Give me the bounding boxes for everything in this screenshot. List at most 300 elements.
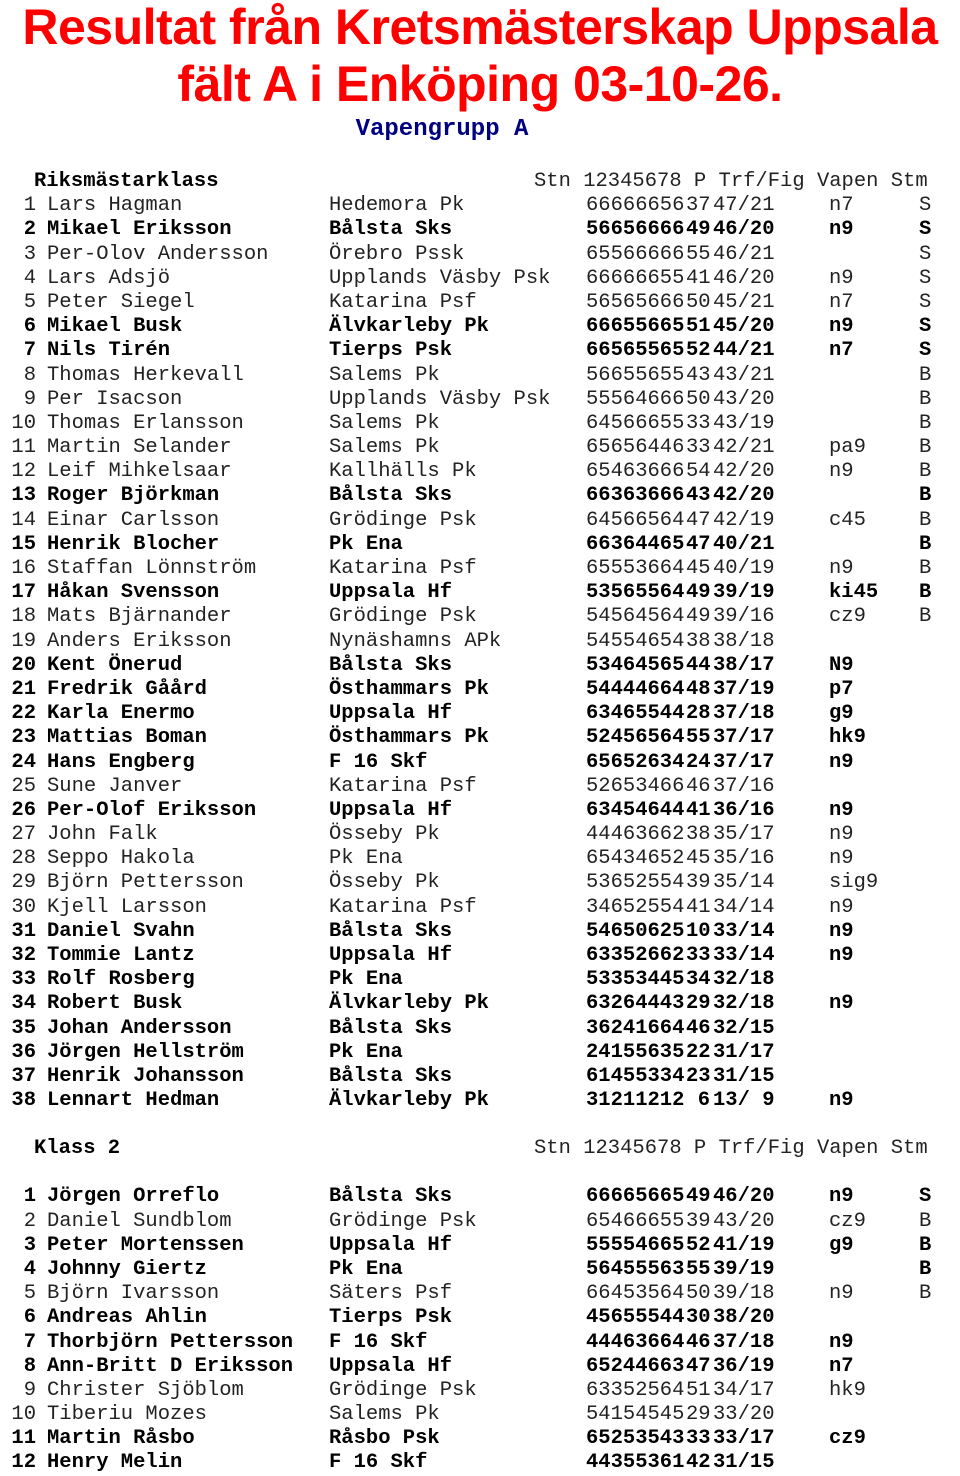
class-name: Klass 2 xyxy=(34,1137,121,1160)
weapon: g9 xyxy=(829,1233,854,1257)
hits-figures: 39/18 xyxy=(713,1282,775,1306)
points: 41 xyxy=(686,798,711,822)
points: 34 xyxy=(686,968,711,992)
rank: 20 xyxy=(11,653,36,677)
weapon: n7 xyxy=(829,1354,854,1378)
rank: 31 xyxy=(11,919,36,943)
shooter-name: Roger Björkman xyxy=(47,484,220,508)
rank: 17 xyxy=(11,581,36,605)
points: 49 xyxy=(686,605,711,629)
rank: 29 xyxy=(11,871,36,895)
club-name: Uppsala Hf xyxy=(329,1354,453,1378)
station-scores: 65553664 xyxy=(586,557,685,580)
station-scores: 54650625 xyxy=(586,919,685,943)
rank: 3 xyxy=(23,1233,36,1257)
station-scores: 63465544 xyxy=(586,702,685,726)
station-scores: 61455334 xyxy=(586,1064,685,1088)
badge: S xyxy=(919,194,932,218)
club-name: Bålsta Sks xyxy=(329,1185,453,1209)
station-scores: 31211212 xyxy=(586,1089,685,1113)
table-row xyxy=(0,726,960,750)
table-row xyxy=(0,557,960,581)
rank: 10 xyxy=(11,1403,36,1427)
hits-figures: 39/19 xyxy=(713,581,775,605)
badge: B xyxy=(919,411,932,435)
shooter-name: Nils Tirén xyxy=(47,339,171,363)
station-scores: 65244663 xyxy=(586,1354,685,1378)
hits-figures: 46/20 xyxy=(713,218,775,242)
points: 23 xyxy=(686,1064,711,1088)
station-scores: 66666656 xyxy=(586,194,685,218)
points: 42 xyxy=(686,1451,711,1475)
shooter-name: Staffan Lönnström xyxy=(47,557,257,580)
table-row xyxy=(0,1379,960,1403)
points: 47 xyxy=(686,508,711,532)
hits-figures: 40/19 xyxy=(713,557,775,580)
table-row xyxy=(0,1355,960,1379)
badge: B xyxy=(919,1257,932,1281)
points: 47 xyxy=(686,1354,711,1378)
weapon: n9 xyxy=(829,992,854,1016)
table-row xyxy=(0,1427,960,1451)
station-scores: 53565564 xyxy=(586,581,685,605)
table-row xyxy=(0,388,960,412)
club-name: Össeby Pk xyxy=(329,871,440,895)
weapon: n9 xyxy=(829,823,854,847)
shooter-name: Jörgen Orreflo xyxy=(47,1185,220,1209)
points: 38 xyxy=(686,629,711,653)
weapon: cz9 xyxy=(829,605,866,629)
weapon: n9 xyxy=(829,1185,854,1209)
station-scores: 65434652 xyxy=(586,847,685,871)
shooter-name: Håkan Svensson xyxy=(47,581,220,605)
table-row xyxy=(0,968,960,992)
station-scores: 44463662 xyxy=(586,823,685,847)
table-row xyxy=(0,751,960,775)
badge: S xyxy=(919,266,932,290)
club-name: Nynäshamns APk xyxy=(329,629,502,653)
shooter-name: Mats Bjärnander xyxy=(47,605,232,629)
weapon: n9 xyxy=(829,218,854,242)
shooter-name: Johan Andersson xyxy=(47,1016,232,1040)
station-scores: 66453564 xyxy=(586,1282,685,1306)
points: 54 xyxy=(686,460,711,484)
station-scores: 56565666 xyxy=(586,290,685,314)
table-row xyxy=(0,896,960,920)
badge: S xyxy=(919,218,932,242)
weapon: n9 xyxy=(829,895,854,919)
shooter-name: Björn Ivarsson xyxy=(47,1282,220,1306)
hits-figures: 37/18 xyxy=(713,702,775,726)
points: 49 xyxy=(686,218,711,242)
table-row xyxy=(0,1041,960,1065)
hits-figures: 37/18 xyxy=(713,1330,775,1354)
table-row xyxy=(0,1258,960,1282)
points: 55 xyxy=(686,1257,711,1281)
weapon: n9 xyxy=(829,266,854,290)
points: 47 xyxy=(686,532,711,556)
station-scores: 66363666 xyxy=(586,484,685,508)
table-row xyxy=(0,823,960,847)
shooter-name: Daniel Sundblom xyxy=(47,1209,232,1233)
class-header xyxy=(0,170,960,194)
badge: S xyxy=(919,339,932,363)
rank: 14 xyxy=(11,508,36,532)
club-name: Östhammars Pk xyxy=(329,677,489,701)
shooter-name: Andreas Ahlin xyxy=(47,1306,207,1330)
badge: B xyxy=(919,1282,932,1306)
shooter-name: Jörgen Hellström xyxy=(47,1040,244,1064)
weapon: sig9 xyxy=(829,871,879,895)
points: 45 xyxy=(686,557,711,580)
weapon: n9 xyxy=(829,460,854,484)
table-row xyxy=(0,460,960,484)
table-row xyxy=(0,920,960,944)
shooter-name: Thorbjörn Pettersson xyxy=(47,1330,294,1354)
badge: B xyxy=(919,581,932,605)
weapon: cz9 xyxy=(829,1427,866,1451)
table-row xyxy=(0,194,960,218)
table-row xyxy=(0,412,960,436)
club-name: Hedemora Pk xyxy=(329,194,465,218)
hits-figures: 34/14 xyxy=(713,895,775,919)
points: 48 xyxy=(686,677,711,701)
points: 29 xyxy=(686,992,711,1016)
points: 41 xyxy=(686,895,711,919)
rank: 24 xyxy=(11,750,36,774)
club-name: Grödinge Psk xyxy=(329,1209,477,1233)
page-title-line1: Resultat från Kretsmästerskap Uppsala xyxy=(22,0,938,55)
badge: S xyxy=(919,1185,932,1209)
club-name: F 16 Skf xyxy=(329,1451,428,1475)
weapon: p7 xyxy=(829,677,854,701)
station-scores: 52456564 xyxy=(586,726,685,750)
club-name: Pk Ena xyxy=(329,847,403,871)
club-name: Katarina Psf xyxy=(329,557,477,580)
station-scores: 66565565 xyxy=(586,339,685,363)
rank: 11 xyxy=(11,436,36,460)
points: 55 xyxy=(686,242,711,266)
badge: B xyxy=(919,1233,932,1257)
badge: B xyxy=(919,1209,932,1233)
club-name: Örebro Pssk xyxy=(329,242,465,266)
table-row xyxy=(0,944,960,968)
station-scores: 63352662 xyxy=(586,944,685,967)
club-name: Katarina Psf xyxy=(329,774,477,798)
shooter-name: Seppo Hakola xyxy=(47,847,195,871)
shooter-name: Thomas Erlansson xyxy=(47,411,244,435)
club-name: Bålsta Sks xyxy=(329,653,453,677)
station-scores: 63264443 xyxy=(586,992,685,1016)
rank: 6 xyxy=(23,1306,36,1330)
weapon-group-heading: Vapengrupp A xyxy=(355,116,529,143)
badge: S xyxy=(919,242,932,266)
table-row xyxy=(0,1451,960,1475)
points: 29 xyxy=(686,1403,711,1427)
station-scores: 54554654 xyxy=(586,629,685,653)
station-scores: 55554665 xyxy=(586,1233,685,1257)
weapon: n7 xyxy=(829,339,854,363)
rank: 6 xyxy=(23,315,36,339)
table-row xyxy=(0,654,960,678)
table-row xyxy=(0,267,960,291)
rank: 2 xyxy=(23,1209,36,1233)
rank: 8 xyxy=(23,363,36,387)
shooter-name: Peter Siegel xyxy=(47,290,195,314)
weapon: n9 xyxy=(829,315,854,339)
station-scores: 65463666 xyxy=(586,460,685,484)
points: 33 xyxy=(686,436,711,460)
weapon: n9 xyxy=(829,919,854,943)
points: 44 xyxy=(686,653,711,677)
table-row xyxy=(0,775,960,799)
hits-figures: 32/18 xyxy=(713,968,775,992)
weapon: n9 xyxy=(829,1282,854,1306)
rank: 7 xyxy=(23,339,36,363)
weapon: ki45 xyxy=(829,581,879,605)
station-scores: 66655665 xyxy=(586,315,685,339)
rank: 5 xyxy=(23,290,36,314)
club-name: Uppsala Hf xyxy=(329,944,453,967)
hits-figures: 33/20 xyxy=(713,1403,775,1427)
hits-figures: 32/18 xyxy=(713,992,775,1016)
shooter-name: Mattias Boman xyxy=(47,726,207,750)
weapon: c45 xyxy=(829,508,866,532)
shooter-name: Peter Mortenssen xyxy=(47,1233,244,1257)
club-name: Bålsta Sks xyxy=(329,484,453,508)
rank: 23 xyxy=(11,726,36,750)
shooter-name: Per-Olof Eriksson xyxy=(47,798,257,822)
hits-figures: 37/16 xyxy=(713,774,775,798)
weapon: n9 xyxy=(829,944,854,967)
shooter-name: Karla Enermo xyxy=(47,702,195,726)
shooter-name: Kent Önerud xyxy=(47,653,183,677)
table-row xyxy=(0,847,960,871)
weapon: n9 xyxy=(829,1089,854,1113)
shooter-name: Thomas Herkevall xyxy=(47,363,244,387)
points: 37 xyxy=(686,194,711,218)
hits-figures: 46/21 xyxy=(713,242,775,266)
hits-figures: 45/21 xyxy=(713,290,775,314)
shooter-name: Martin Råsbo xyxy=(47,1427,195,1451)
hits-figures: 42/20 xyxy=(713,460,775,484)
hits-figures: 13/ 9 xyxy=(713,1089,775,1113)
points: 33 xyxy=(686,411,711,435)
hits-figures: 33/14 xyxy=(713,919,775,943)
hits-figures: 37/17 xyxy=(713,726,775,750)
hits-figures: 42/21 xyxy=(713,436,775,460)
station-scores: 53353445 xyxy=(586,968,685,992)
club-name: Pk Ena xyxy=(329,1257,403,1281)
weapon: g9 xyxy=(829,702,854,726)
badge: B xyxy=(919,508,932,532)
hits-figures: 40/21 xyxy=(713,532,775,556)
hits-figures: 32/15 xyxy=(713,1016,775,1040)
shooter-name: Per Isacson xyxy=(47,387,183,411)
weapon: n9 xyxy=(829,750,854,774)
shooter-name: Henrik Johansson xyxy=(47,1064,244,1088)
rank: 34 xyxy=(11,992,36,1016)
rank: 33 xyxy=(11,968,36,992)
rank: 28 xyxy=(11,847,36,871)
rank: 22 xyxy=(11,702,36,726)
rank: 19 xyxy=(11,629,36,653)
table-row xyxy=(0,1234,960,1258)
shooter-name: Lennart Hedman xyxy=(47,1089,220,1113)
shooter-name: Rolf Rosberg xyxy=(47,968,195,992)
points: 49 xyxy=(686,1185,711,1209)
table-row xyxy=(0,484,960,508)
club-name: Uppsala Hf xyxy=(329,702,453,726)
hits-figures: 38/18 xyxy=(713,629,775,653)
hits-figures: 34/17 xyxy=(713,1378,775,1402)
rank: 27 xyxy=(11,823,36,847)
weapon: n7 xyxy=(829,290,854,314)
rank: 21 xyxy=(11,677,36,701)
rank: 4 xyxy=(23,266,36,290)
rank: 1 xyxy=(23,1185,36,1209)
station-scores: 56655655 xyxy=(586,363,685,387)
badge: B xyxy=(919,363,932,387)
station-scores: 44463664 xyxy=(586,1330,685,1354)
points: 22 xyxy=(686,1040,711,1064)
badge: S xyxy=(919,315,932,339)
weapon: N9 xyxy=(829,653,854,677)
rank: 4 xyxy=(23,1257,36,1281)
points: 55 xyxy=(686,726,711,750)
points: 33 xyxy=(686,1427,711,1451)
table-row xyxy=(0,630,960,654)
class-name: Riksmästarklass xyxy=(34,170,219,193)
club-name: Össeby Pk xyxy=(329,823,440,847)
points: 51 xyxy=(686,1378,711,1402)
station-scores: 54154545 xyxy=(586,1403,685,1427)
table-row xyxy=(0,581,960,605)
station-scores: 34652554 xyxy=(586,895,685,919)
club-name: Uppsala Hf xyxy=(329,1233,453,1257)
club-name: Bålsta Sks xyxy=(329,1064,453,1088)
shooter-name: Mikael Busk xyxy=(47,315,183,339)
points: 50 xyxy=(686,290,711,314)
points: 28 xyxy=(686,702,711,726)
rank: 30 xyxy=(11,895,36,919)
shooter-name: Leif Mihkelsaar xyxy=(47,460,232,484)
club-name: Pk Ena xyxy=(329,1040,403,1064)
rank: 25 xyxy=(11,774,36,798)
club-name: Tierps Psk xyxy=(329,339,453,363)
weapon: hk9 xyxy=(829,726,866,750)
shooter-name: John Falk xyxy=(47,823,158,847)
badge: B xyxy=(919,436,932,460)
hits-figures: 43/21 xyxy=(713,363,775,387)
points: 52 xyxy=(686,339,711,363)
station-scores: 36241664 xyxy=(586,1016,685,1040)
table-row xyxy=(0,243,960,267)
rank: 15 xyxy=(11,532,36,556)
points: 45 xyxy=(686,847,711,871)
rank: 13 xyxy=(11,484,36,508)
points: 46 xyxy=(686,1016,711,1040)
points: 52 xyxy=(686,1233,711,1257)
points: 30 xyxy=(686,1306,711,1330)
hits-figures: 35/14 xyxy=(713,871,775,895)
club-name: Bålsta Sks xyxy=(329,919,453,943)
rank: 35 xyxy=(11,1016,36,1040)
shooter-name: Sune Janver xyxy=(47,774,183,798)
results-section-klass-2 xyxy=(0,1137,960,1476)
table-row xyxy=(0,436,960,460)
hits-figures: 47/21 xyxy=(713,194,775,218)
station-scores: 66665665 xyxy=(586,1185,685,1209)
shooter-name: Einar Carlsson xyxy=(47,508,220,532)
station-scores: 56455563 xyxy=(586,1257,685,1281)
club-name: Säters Psf xyxy=(329,1282,453,1306)
table-row xyxy=(0,702,960,726)
points: 51 xyxy=(686,315,711,339)
hits-figures: 38/17 xyxy=(713,653,775,677)
station-scores: 53652554 xyxy=(586,871,685,895)
hits-figures: 35/17 xyxy=(713,823,775,847)
club-name: Älvkarleby Pk xyxy=(329,1089,489,1113)
shooter-name: Johnny Giertz xyxy=(47,1257,207,1281)
points: 24 xyxy=(686,750,711,774)
shooter-name: Fredrik Gåård xyxy=(47,677,207,701)
station-scores: 64566655 xyxy=(586,411,685,435)
rank: 9 xyxy=(23,387,36,411)
station-scores: 65652634 xyxy=(586,750,685,774)
club-name: Älvkarleby Pk xyxy=(329,315,489,339)
rank: 8 xyxy=(23,1354,36,1378)
club-name: Älvkarleby Pk xyxy=(329,992,489,1016)
club-name: Råsbo Psk xyxy=(329,1427,440,1451)
points: 6 xyxy=(697,1089,710,1113)
table-row xyxy=(0,1017,960,1041)
station-scores: 44355361 xyxy=(586,1451,685,1475)
hits-figures: 41/19 xyxy=(713,1233,775,1257)
shooter-name: Tiberiu Mozes xyxy=(47,1403,207,1427)
points: 49 xyxy=(686,581,711,605)
shooter-name: Lars Adsjö xyxy=(47,266,171,290)
club-name: F 16 Skf xyxy=(329,1330,428,1354)
club-name: Salems Pk xyxy=(329,363,440,387)
hits-figures: 31/15 xyxy=(713,1064,775,1088)
club-name: Salems Pk xyxy=(329,1403,440,1427)
club-name: Salems Pk xyxy=(329,436,440,460)
club-name: Bålsta Sks xyxy=(329,218,453,242)
weapon: hk9 xyxy=(829,1378,866,1402)
club-name: Bålsta Sks xyxy=(329,1016,453,1040)
table-row xyxy=(0,364,960,388)
badge: B xyxy=(919,605,932,629)
club-name: Uppsala Hf xyxy=(329,798,453,822)
hits-figures: 35/16 xyxy=(713,847,775,871)
shooter-name: Kjell Larsson xyxy=(47,895,207,919)
badge: B xyxy=(919,532,932,556)
hits-figures: 33/17 xyxy=(713,1427,775,1451)
table-row xyxy=(0,799,960,823)
weapon: n9 xyxy=(829,557,854,580)
club-name: Tierps Psk xyxy=(329,1306,453,1330)
rank: 26 xyxy=(11,798,36,822)
hits-figures: 39/19 xyxy=(713,1257,775,1281)
club-name: Pk Ena xyxy=(329,532,403,556)
points: 38 xyxy=(686,823,711,847)
table-row xyxy=(0,315,960,339)
points: 39 xyxy=(686,1209,711,1233)
rank: 10 xyxy=(11,411,36,435)
spacer-row xyxy=(0,1161,960,1185)
station-scores: 54444664 xyxy=(586,677,685,701)
